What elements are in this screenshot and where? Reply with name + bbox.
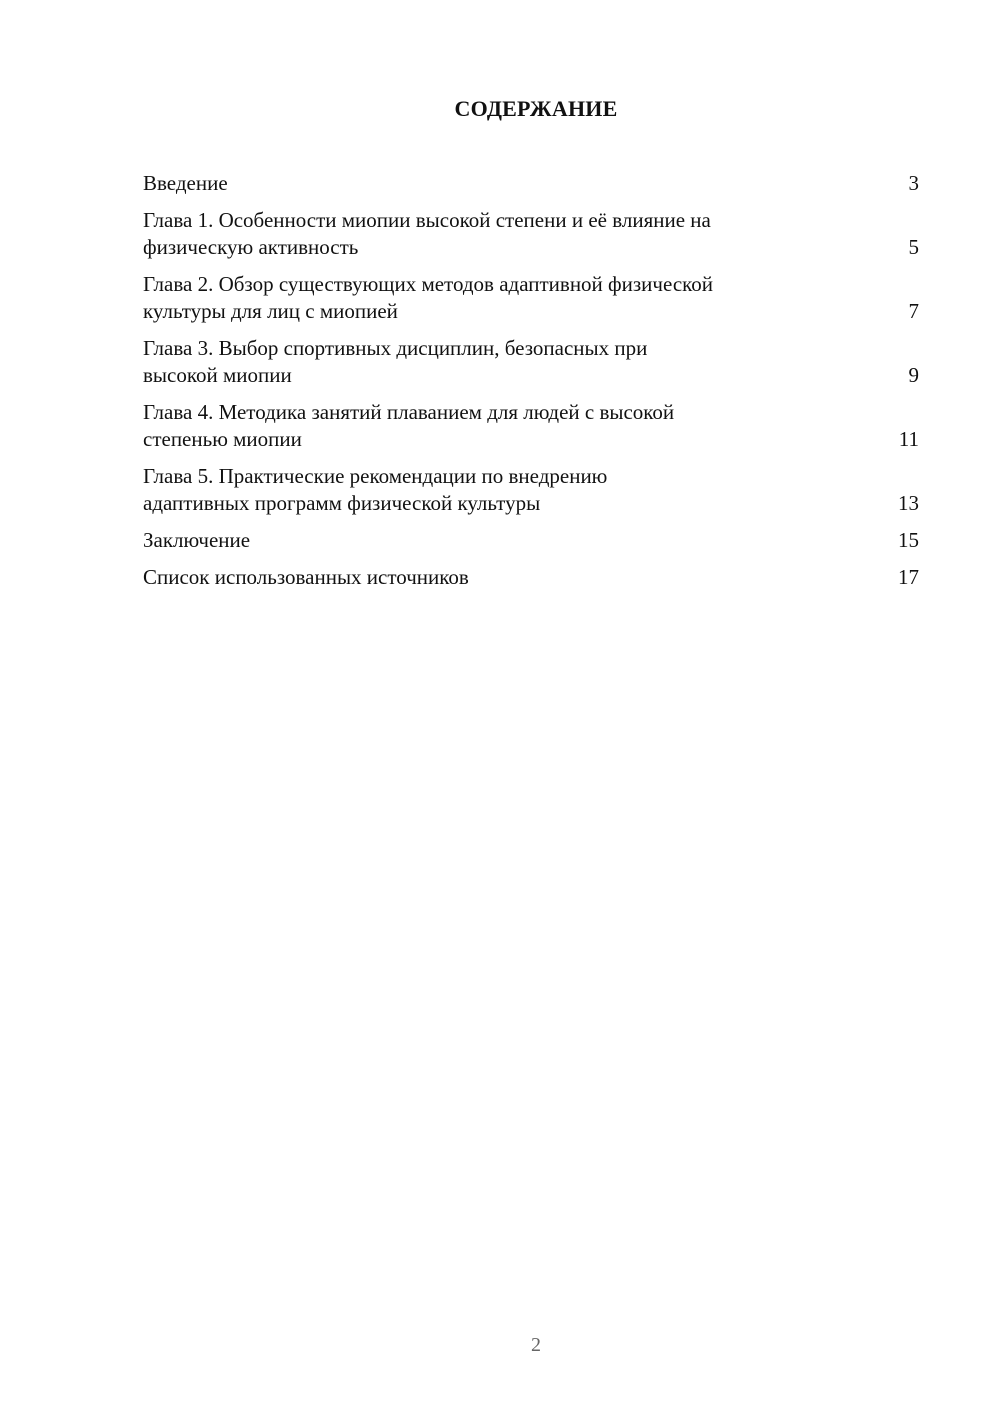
toc-entry-page: 13 [898,491,919,515]
toc-entry-text: Введение [143,171,228,195]
toc-entry-text: Глава 4. Методика занятий плаванием для людей с высокой степенью миопии [143,400,675,451]
toc-entry-page: 5 [908,235,919,259]
toc-entry-text: Глава 1. Особенности миопии высокой степени и её влияние на физическую активность [143,208,711,259]
toc-entry-text: Глава 2. Обзор существующих методов адаптивной физической культуры для лиц с миопией [143,272,714,323]
toc-entry-page: 3 [908,171,919,195]
toc-entry-page: 17 [898,565,919,589]
toc-entry-page: 11 [898,427,919,451]
page-number: 2 [531,1334,541,1356]
toc-entry-text: Глава 3. Выбор спортивных дисциплин, безопасных при высокой миопии [143,336,648,387]
toc-entry-chapter-4[interactable] [143,399,919,453]
toc-entry-introduction[interactable] [143,170,919,197]
toc-entry-chapter-1[interactable] [143,207,919,261]
toc-entry-conclusion[interactable] [143,527,919,554]
toc-entry-chapter-3[interactable] [143,335,919,389]
table-of-contents [143,170,919,601]
toc-entry-references[interactable] [143,564,919,591]
toc-entry-page: 7 [908,299,919,323]
toc-entry-page: 9 [908,363,919,387]
toc-entry-text: Список использованных источников [143,565,469,589]
toc-entry-chapter-2[interactable] [143,271,919,325]
toc-entry-text: Заключение [143,528,251,552]
toc-entry-page: 15 [898,528,919,552]
toc-entry-text: Глава 5. Практические рекомендации по внедрению адаптивных программ физической культуры [143,464,608,515]
toc-title: СОДЕРЖАНИЕ [454,96,618,121]
toc-entry-chapter-5[interactable] [143,463,919,517]
